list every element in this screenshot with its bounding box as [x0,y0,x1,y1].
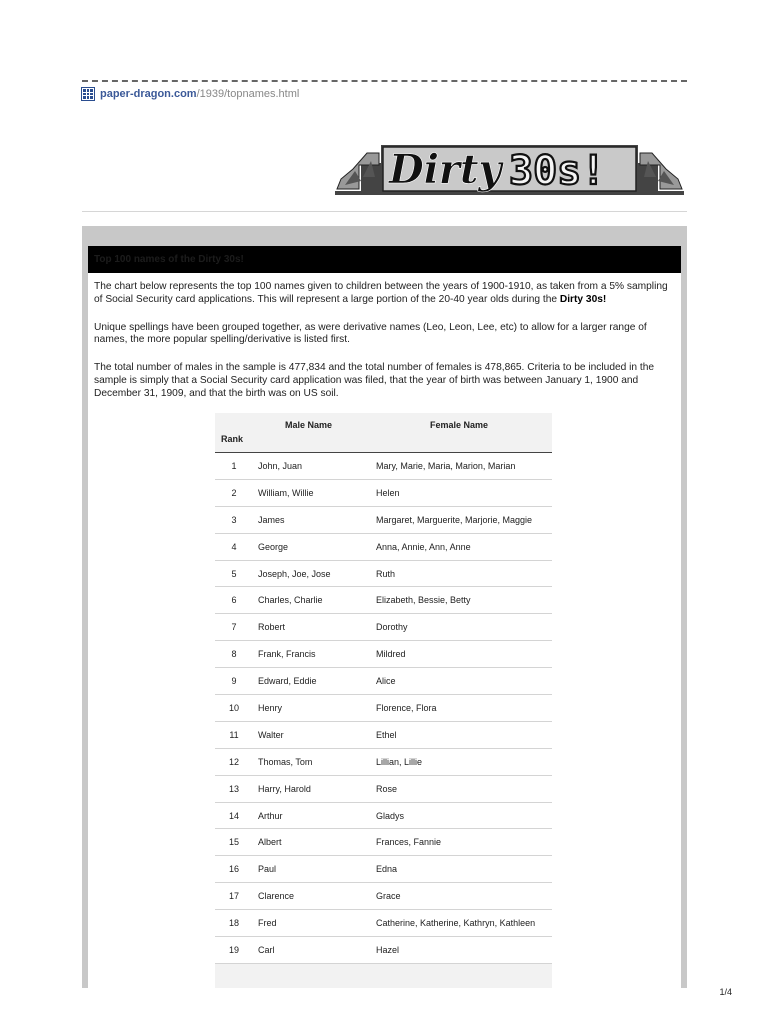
table-row [215,480,552,507]
header-divider [82,211,687,212]
rank-cell: 18 [228,918,239,929]
female-name-cell: Catherine, Katherine, Kathryn, Kathleen [376,918,536,929]
male-name-cell: Charles, Charlie [258,595,323,606]
male-name-cell: William, Willie [258,487,314,498]
table-row [215,883,552,910]
header-rank: Rank [221,434,244,444]
female-name-cell: Frances, Fannie [376,837,442,848]
male-name-cell: Thomas, Tom [258,756,313,767]
rank-cell: 12 [228,756,239,767]
rank-cell: 15 [228,837,239,848]
table-row [215,856,552,883]
female-name-cell: Anna, Annie, Ann, Anne [376,541,471,552]
sample-paragraph: The total number of males in the sample is 477,834 and the total number of females is 478,865. Criteria to be included in the sample is simply that a Social Security card application was filed, that the year of birth was between January 1, 1900 and December 31, 1909, and that the birth was on US soil. [94,362,655,399]
rank-cell: 11 [229,729,239,740]
table-header [215,413,552,453]
female-name-cell: Rose [376,783,398,794]
rank-cell: 17 [228,891,239,902]
intro-text: The chart below represents the top 100 names given to children between the years of 1900-1910, as taken from a 5% sampling of Social Security card applications. This will represent a large portion of the 20-40 year olds during the [94,281,668,305]
male-name-cell: John, Juan [258,461,303,471]
rank-cell: 7 [231,622,237,633]
male-name-cell: Arthur [258,810,283,821]
rank-cell: 9 [231,676,237,687]
intro-bold-text: Dirty 30s! [559,293,607,305]
page-number: 1/4 [719,987,732,997]
male-name-cell: George [258,541,289,552]
female-name-cell: Hazel [376,945,400,956]
source-url[interactable] [81,86,299,102]
male-name-cell: Edward, Eddie [258,676,317,687]
rank-cell: 6 [231,595,237,606]
table-row [215,803,552,830]
article-frame [82,226,687,988]
female-name-cell: Mary, Marie, Maria, Marion, Marian [376,461,516,471]
female-name-cell: Helen [376,487,400,498]
female-name-cell: Edna [376,864,398,875]
names-table [215,413,552,988]
header-dashed-divider [82,80,687,82]
table-row [215,614,552,641]
rank-cell: 5 [231,568,237,579]
rank-cell: 2 [231,487,237,498]
male-name-cell: Harry, Harold [258,783,311,794]
table-row [215,561,552,588]
logo-text-dirty: Dirty [389,146,502,193]
table-row [215,937,552,964]
female-name-cell: Margaret, Marguerite, Marjorie, Maggie [376,514,533,525]
header-male-name: Male Name [285,420,333,430]
female-name-cell: Dorothy [376,622,408,633]
male-name-cell: Henry [258,703,283,714]
male-name-cell: Fred [258,918,277,929]
rank-cell: 8 [231,649,237,660]
female-name-cell: Elizabeth, Bessie, Betty [376,595,471,606]
logo-text-30s: 30s! [509,148,606,194]
male-name-cell: Clarence [258,891,295,902]
male-name-cell: James [258,514,285,525]
male-name-cell: Walter [258,729,284,740]
intro-paragraph [88,281,681,307]
female-name-cell: Ruth [376,568,396,579]
rank-cell: 1 [231,461,237,471]
female-name-cell: Lillian, Lillie [376,756,423,767]
url-domain[interactable]: paper-dragon.com [100,88,197,100]
rank-cell: 4 [231,541,237,552]
article-content [88,246,681,988]
male-name-cell: Paul [258,864,277,875]
grid-icon [81,87,95,101]
male-name-cell: Robert [258,622,286,633]
header-female-name: Female Name [430,420,489,430]
rank-cell: 13 [228,783,239,794]
table-row [215,829,552,856]
rank-cell: 16 [228,864,239,875]
table-row [215,641,552,668]
url-path[interactable]: /1939/topnames.html [196,88,300,100]
article-title: Top 100 names of the Dirty 30s! [88,246,681,273]
rank-cell: 19 [228,945,239,956]
table-body [215,453,552,964]
rank-cell: 3 [231,514,237,525]
table-row [215,507,552,534]
female-name-cell: Florence, Flora [376,703,437,714]
table-row [215,453,552,480]
female-name-cell: Mildred [376,649,406,660]
male-name-cell: Joseph, Joe, Jose [258,568,331,579]
female-name-cell: Gladys [376,810,405,821]
male-name-cell: Albert [258,837,282,848]
female-name-cell: Grace [376,891,401,902]
female-name-cell: Alice [376,676,396,687]
table-row [215,587,552,614]
table-row [215,695,552,722]
table-row [215,534,552,561]
rank-cell: 10 [228,703,239,714]
spelling-paragraph: Unique spellings have been grouped together, as were derivative names (Leo, Leon, Lee, etc) to allow for a larger range of names, the more popular spelling/derivative is listed first. [94,321,647,346]
rank-cell: 14 [228,810,239,821]
male-name-cell: Carl [258,945,275,956]
table-row [215,910,552,937]
table-row [215,722,552,749]
table-row [215,749,552,776]
male-name-cell: Frank, Francis [258,649,316,660]
table-row [215,776,552,803]
female-name-cell: Ethel [376,729,397,740]
table-row [215,668,552,695]
dirty-30s-logo [331,133,688,197]
